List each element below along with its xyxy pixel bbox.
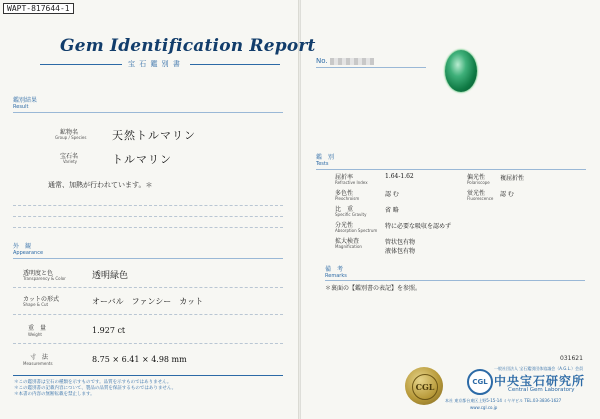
- tests-section-heading: [316, 154, 334, 168]
- subtitle-rule-left: [40, 64, 122, 65]
- cut-label-en: Shape & Cut: [23, 302, 49, 307]
- specific-gravity-label-en: Specific Gravity: [335, 212, 367, 217]
- weight-value: 1.927 ct: [92, 326, 126, 335]
- specific-gravity-label: 比 重: [335, 206, 354, 213]
- treatment-note: 通常、加熱が行われています。＊: [48, 181, 153, 189]
- polariscope-label: 偏光性: [467, 174, 486, 181]
- result-heading-jp: 鑑別結果: [13, 97, 38, 104]
- polariscope-label-en: Polariscope: [467, 180, 490, 185]
- weight-label-en: Weight: [28, 332, 42, 337]
- pleochroism-label: 多色性: [335, 190, 354, 197]
- magnification-value: 管状包有物: [385, 239, 416, 246]
- footnote-rule: [13, 375, 283, 376]
- absorption-spectrum-value: 特に必要な吸収を認めず: [385, 223, 452, 230]
- cut-label: カットの形式: [23, 296, 59, 303]
- cut-value: オーバル ファンシー カット: [92, 297, 204, 306]
- absorption-spectrum-label-en: Absorption Spectrum: [335, 228, 378, 233]
- report-number-label: No.: [316, 57, 328, 65]
- divider-4: [13, 287, 283, 288]
- divider-5: [13, 314, 283, 315]
- appearance-section-heading: [13, 243, 43, 257]
- certificate-id-stamp: WAPT-817644-1: [3, 3, 74, 14]
- remarks-heading-en: Remarks: [325, 273, 347, 279]
- polariscope-value: 複屈折性: [500, 175, 525, 182]
- remarks-heading-jp: 備 考: [325, 266, 344, 273]
- mineral-label: 鉱物名: [60, 129, 79, 136]
- remarks-text: ＊裏面の【鑑別書の表記】を参照。: [325, 285, 422, 292]
- report-number-redacted: [330, 58, 374, 65]
- result-section-heading: [13, 97, 37, 111]
- remarks-section-heading: [325, 266, 347, 280]
- serial-number: 031621: [560, 355, 583, 362]
- divider-1: [13, 205, 283, 206]
- pleochroism-value: 認 む: [385, 191, 399, 198]
- subtitle-rule-right: [190, 64, 280, 65]
- size-value: 8.75 × 6.41 × 4.98 mm: [92, 355, 187, 364]
- gem-name-label-en: Variety: [63, 159, 78, 164]
- fluorescence-value: 認 む: [500, 191, 514, 198]
- pleochroism-label-en: Pleochroism: [335, 196, 360, 201]
- footnotes: [14, 380, 294, 398]
- tests-heading-en: Tests: [316, 161, 329, 167]
- fluorescence-label: 蛍光性: [467, 190, 486, 197]
- report-title: Gem Identification Report: [60, 36, 316, 56]
- weight-label: 重 量: [28, 325, 47, 332]
- organization-name-en: Central Gem Laboratory: [508, 387, 575, 393]
- magnification-label-en: Magnification: [335, 244, 362, 249]
- transparency-label-en: Transparency & Color: [23, 276, 66, 281]
- report-number-rule: [316, 67, 426, 68]
- divider-6: [13, 343, 283, 344]
- mineral-value: 天然トルマリン: [112, 129, 196, 142]
- transparency-value: 透明緑色: [92, 271, 129, 281]
- page-fold: [298, 0, 301, 419]
- gem-name-value: トルマリン: [112, 153, 172, 166]
- appearance-heading-jp: 外 観: [13, 243, 32, 250]
- mineral-label-en: Group / Species: [55, 135, 87, 140]
- fluorescence-label-en: Fluorescence: [467, 196, 494, 201]
- appearance-rule: [13, 258, 283, 259]
- cgl-logo-icon: CGL: [467, 369, 493, 395]
- gem-name-label: 宝石名: [60, 153, 79, 160]
- divider-2: [13, 216, 283, 217]
- size-label: 寸 法: [30, 354, 49, 361]
- report-subtitle-row: [40, 59, 280, 69]
- seal-text: CGL: [412, 374, 438, 400]
- magnification-label: 拡大検査: [335, 238, 360, 245]
- report-subtitle: 宝 石 鑑 別 書: [128, 60, 181, 68]
- refractive-index-label-en: Refractive Index: [335, 180, 368, 185]
- refractive-index-value: 1.64-1.62: [385, 173, 414, 180]
- refractive-index-label: 屈折率: [335, 174, 354, 181]
- result-heading-en: Result: [13, 104, 29, 110]
- footnote-3: ＊本書の内容の無断転載を禁止します。: [14, 392, 95, 397]
- footnote-2: ＊この鑑別書の記載内容について、製品の品質を保証するものではありません。: [14, 386, 177, 391]
- organization-name-jp: 中央宝石研究所: [494, 374, 586, 388]
- appearance-heading-en: Appearance: [13, 250, 44, 256]
- tests-heading-jp: 鑑 別: [316, 154, 335, 161]
- footnote-1: ＊この鑑別書は宝石の種類を示すものです。品質を示すものではありません。: [14, 380, 172, 385]
- organization-website: www.cgl.co.jp: [470, 405, 498, 410]
- gemstone-photo: [445, 50, 477, 92]
- divider-3: [13, 227, 283, 228]
- result-rule: [13, 112, 283, 113]
- remarks-rule: [325, 280, 585, 281]
- specific-gravity-value: 省 略: [385, 207, 399, 214]
- organization-membership: 一般社団法人 宝石鑑別団体協議会（A.G.L.）会員: [494, 366, 584, 371]
- cgl-gold-seal: [405, 367, 443, 405]
- transparency-label: 透明度と色: [23, 270, 54, 277]
- magnification-value-2: 液体包有物: [385, 248, 416, 255]
- tests-rule: [316, 169, 586, 170]
- size-label-en: Measurements: [23, 361, 53, 366]
- organization-address: 本社 東京都台東区上野5-15-14 ミヤギビル TEL.03-3836-1627: [445, 398, 562, 403]
- absorption-spectrum-label: 分光性: [335, 222, 354, 229]
